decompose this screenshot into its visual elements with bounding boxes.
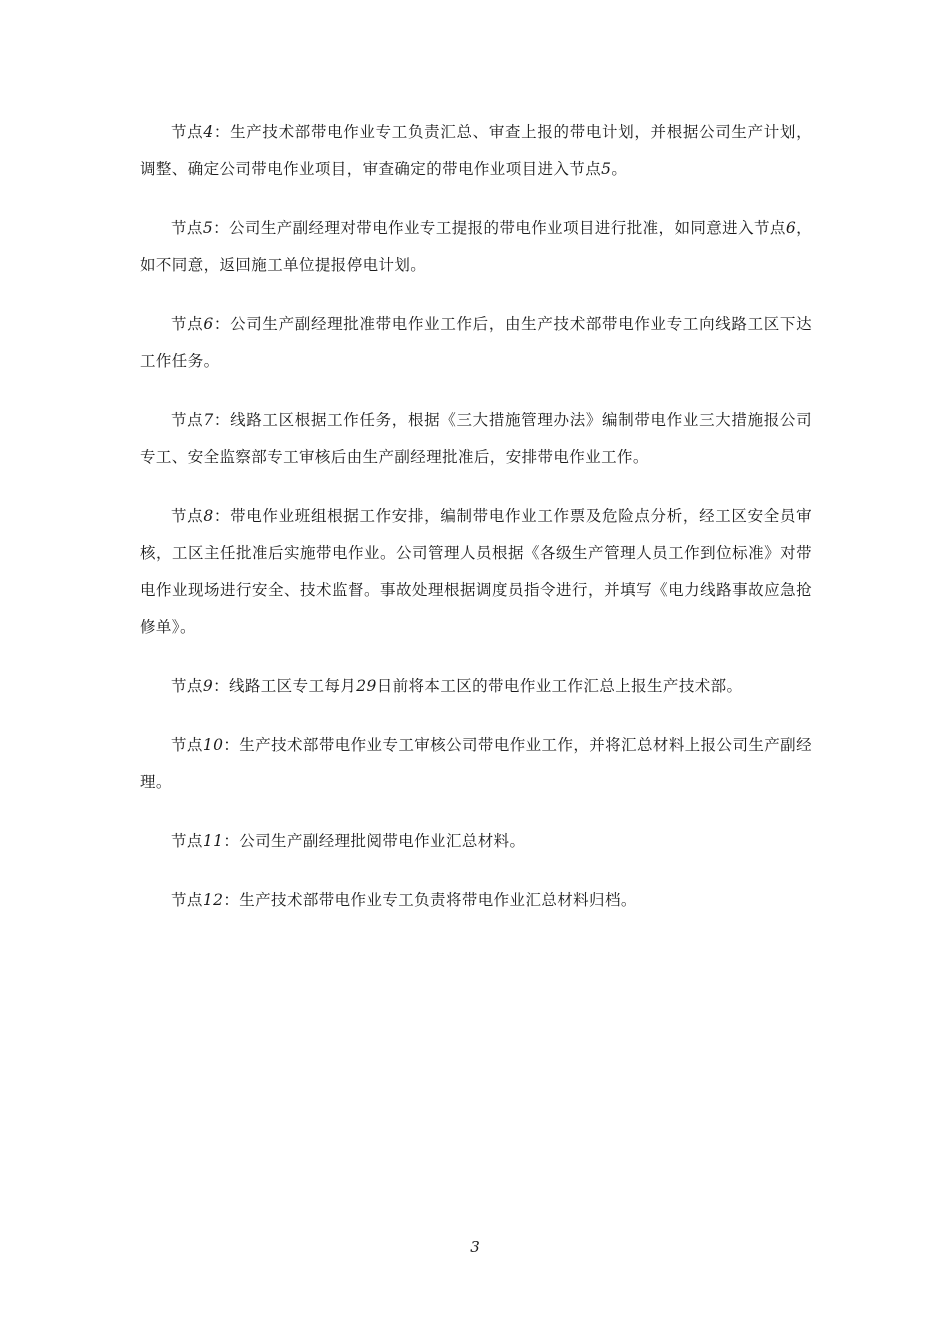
- node-reference: 5: [601, 160, 612, 178]
- node-label: 节点: [171, 123, 204, 141]
- paragraph-node-7: [140, 402, 812, 476]
- paragraph-node-4: [140, 114, 812, 188]
- paragraph-node-9: [140, 668, 812, 705]
- paragraph-text: 生产技术部带电作业专工审核公司带电作业工作，并将汇总材料上报公司生产副经理。: [140, 736, 812, 791]
- paragraph-node-10: [140, 727, 812, 801]
- node-separator: ：: [223, 832, 240, 850]
- page-number: 3: [470, 1238, 480, 1256]
- paragraph-text: 生产技术部带电作业专工负责将带电作业汇总材料归档。: [239, 891, 637, 909]
- paragraph-node-8: [140, 498, 812, 646]
- paragraph-text-end: ，如不同意，返回施工单位提报停电计划。: [140, 219, 812, 274]
- node-label: 节点: [171, 507, 204, 525]
- node-number: 6: [203, 315, 214, 333]
- paragraph-text: 线路工区专工每月: [228, 677, 357, 695]
- document-body: [140, 114, 812, 941]
- paragraph-text: 线路工区根据工作任务，根据《三大措施管理办法》编制带电作业三大措施报公司专工、安全监察部专工审核后由生产副经理批准后，安排带电作业工作。: [140, 411, 813, 466]
- node-number: 9: [202, 677, 214, 695]
- node-label: 节点: [171, 315, 204, 333]
- node-separator: ：: [213, 219, 230, 237]
- paragraph-text: 公司生产副经理批准带电作业工作后，由生产技术部带电作业专工向线路工区下达工作任务。: [140, 315, 813, 370]
- node-separator: ：: [213, 507, 231, 525]
- paragraph-text-end: 。: [611, 160, 628, 178]
- node-reference: 6: [785, 219, 797, 237]
- node-label: 节点: [171, 736, 203, 754]
- node-number: 10: [202, 736, 224, 754]
- paragraph-text: 公司生产副经理对带电作业专工提报的带电作业项目进行批准，如同意进入节点: [229, 219, 786, 237]
- node-separator: ：: [213, 677, 229, 695]
- paragraph-node-6: [140, 306, 812, 380]
- node-number: 8: [203, 507, 214, 525]
- paragraph-text: 带电作业班组根据工作安排，编制带电作业工作票及危险点分析，经工区安全员审核，工区主任批准后实施带电作业。公司管理人员根据《各级生产管理人员工作到位标准》对带电作业现场进行安全、技术监督。事故处理根据调度员指令进行，并填写《电力线路事故应急抢修单》。: [140, 507, 813, 636]
- node-label: 节点: [171, 891, 203, 909]
- paragraph-text-end: 日前将本工区的带电作业工作汇总上报生产技术部。: [376, 677, 743, 695]
- node-label: 节点: [171, 219, 203, 237]
- paragraph-node-12: [140, 882, 812, 919]
- node-separator: ：: [213, 315, 231, 333]
- paragraph-text: 公司生产副经理批阅带电作业汇总材料。: [239, 832, 526, 850]
- node-reference: 29: [356, 677, 377, 695]
- node-label: 节点: [171, 411, 204, 429]
- paragraph-text: 生产技术部带电作业专工负责汇总、审查上报的带电计划，并根据公司生产计划，调整、确定公司带电作业项目，审查确定的带电作业项目进入节点: [140, 123, 813, 178]
- node-separator: ：: [223, 891, 240, 909]
- node-separator: ：: [213, 411, 231, 429]
- node-label: 节点: [171, 832, 203, 850]
- node-number: 5: [202, 219, 214, 237]
- node-separator: ：: [223, 736, 240, 754]
- paragraph-node-5: [140, 210, 812, 284]
- node-label: 节点: [171, 677, 203, 695]
- node-number: 12: [202, 891, 224, 909]
- node-number: 7: [203, 411, 214, 429]
- node-separator: ：: [213, 123, 231, 141]
- node-number: 11: [202, 832, 224, 850]
- paragraph-node-11: [140, 823, 812, 860]
- node-number: 4: [203, 123, 214, 141]
